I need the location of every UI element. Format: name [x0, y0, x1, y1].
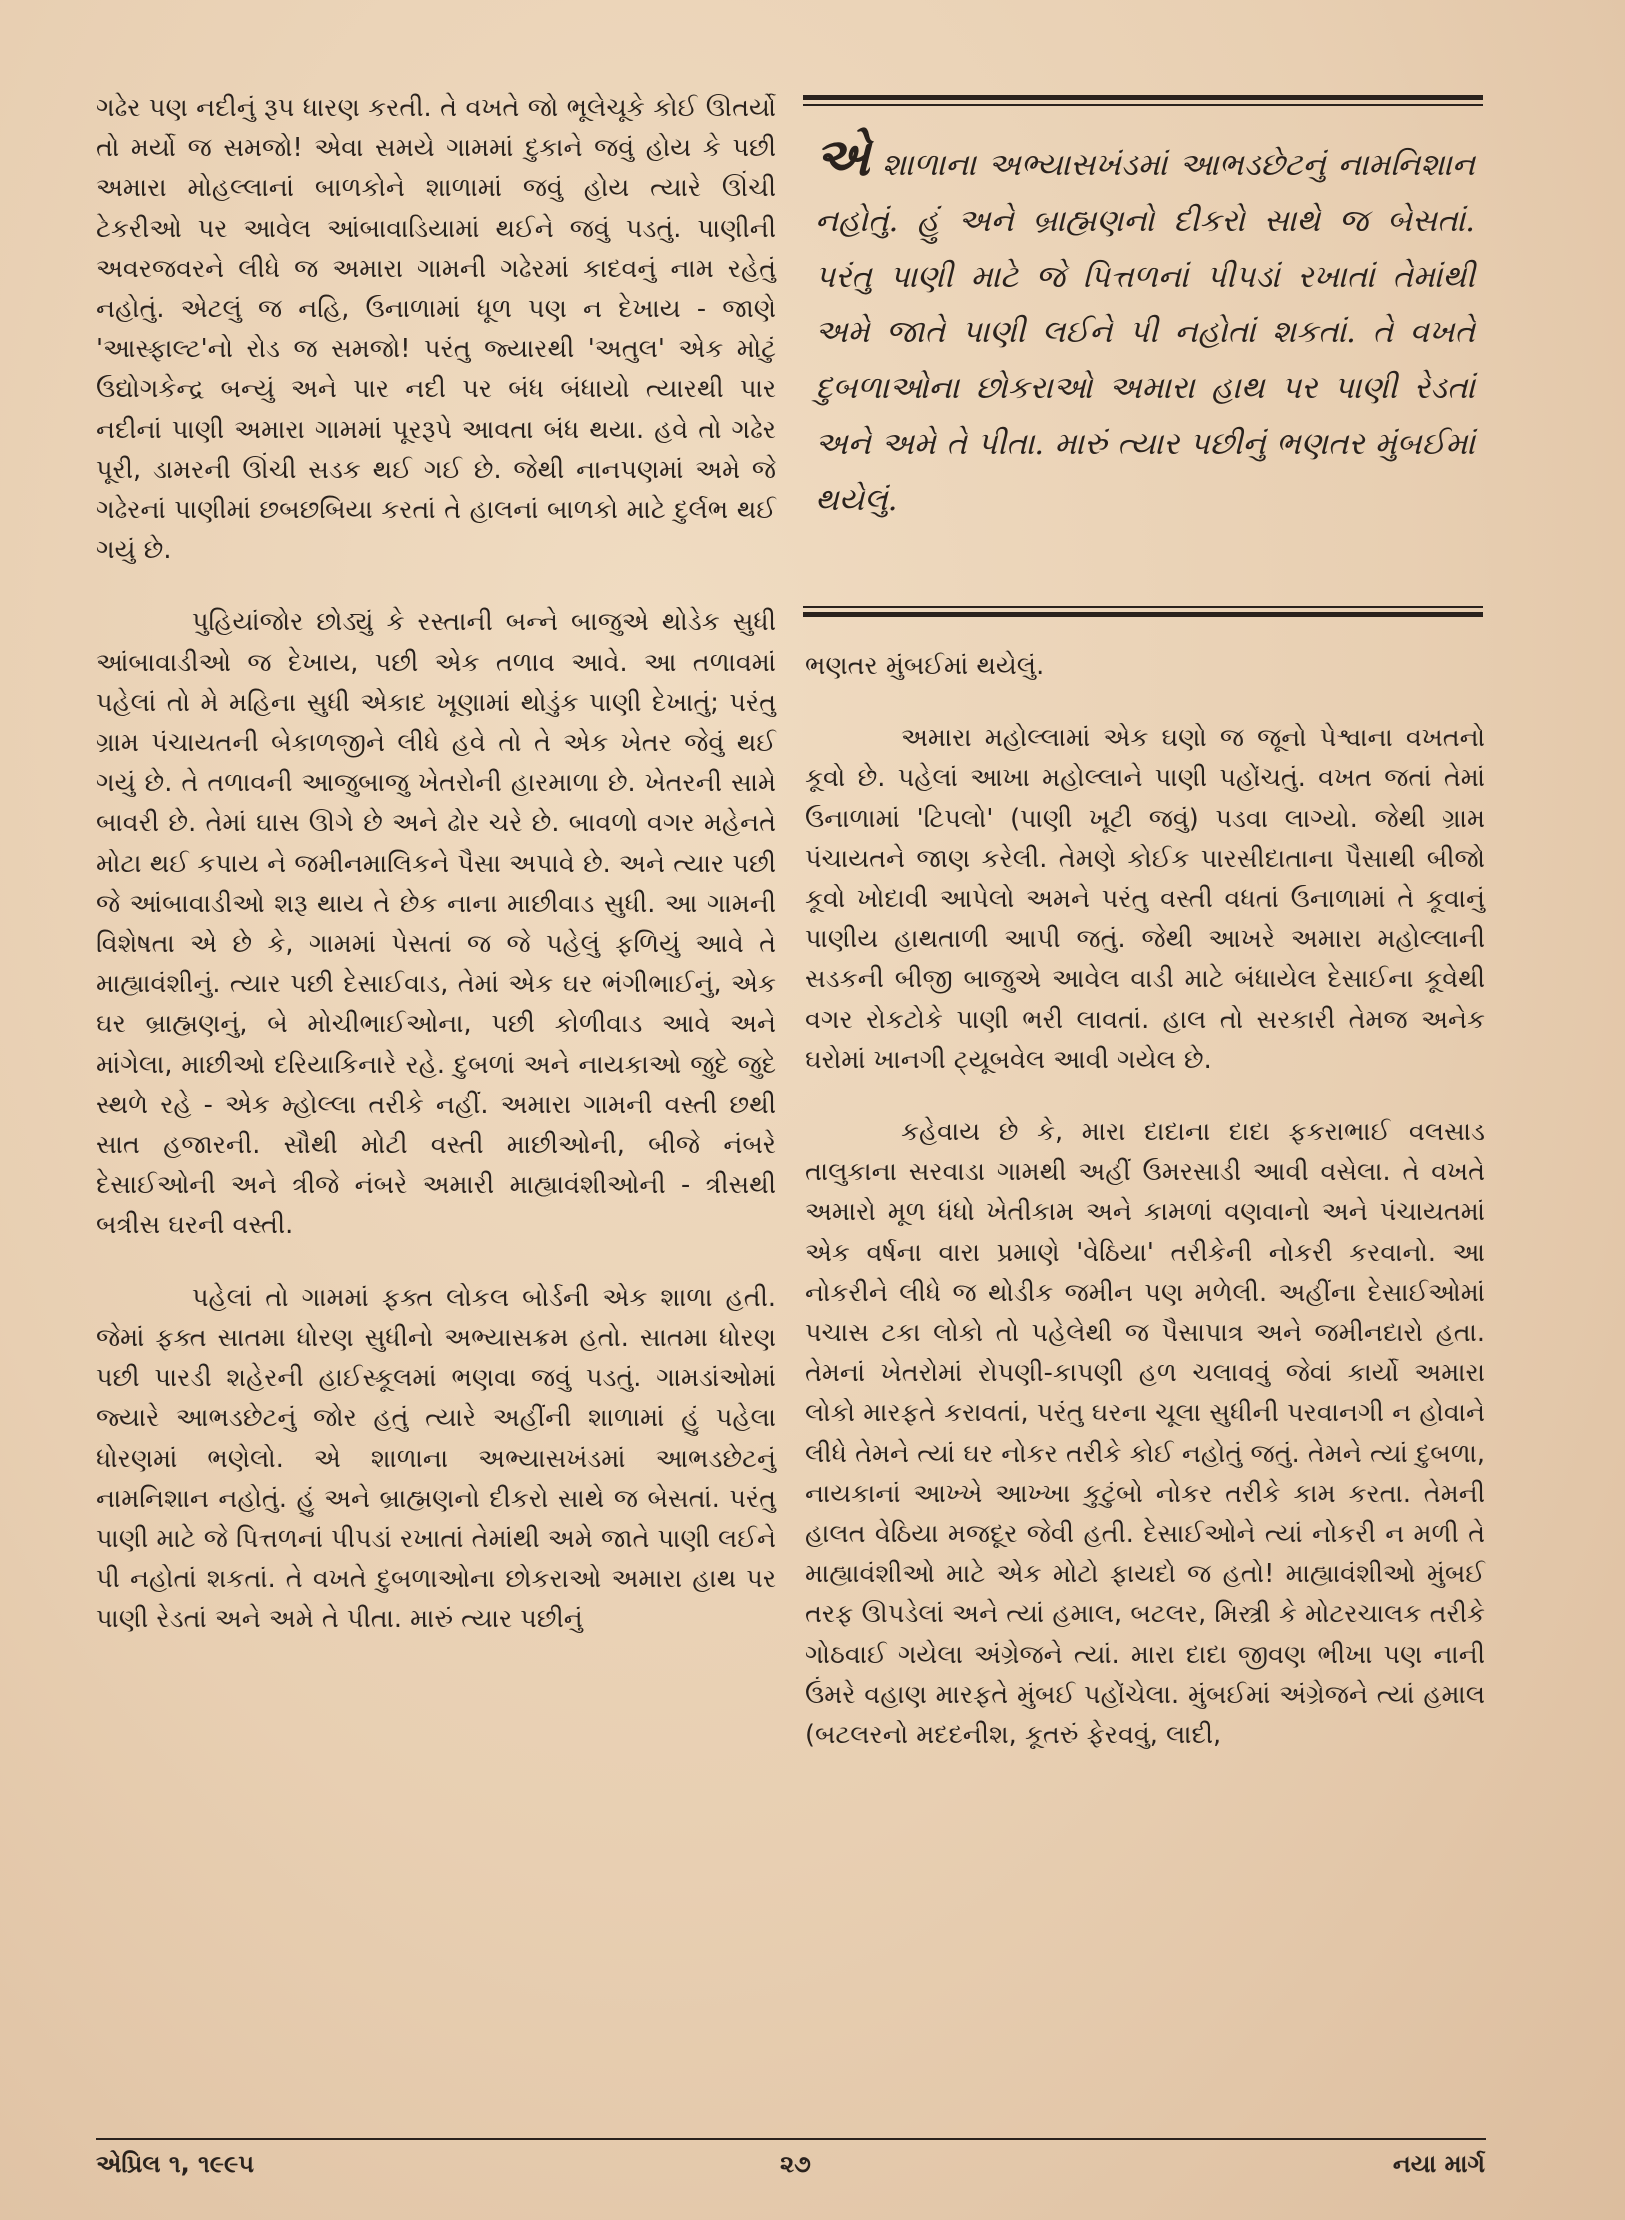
right-column: [805, 646, 1485, 1755]
paragraph: ગઢેર પણ નદીનું રૂપ ધારણ કરતી. તે વખતે જો ભૂલેચૂકે કોઈ ઊતર્યો તો મર્યો જ સમજો! એવા સમયે ગામમાં દુકાને જવું હોય કે પછી અમારા મોહલ્લાનાં બાળકોને શાળામાં જવું હોય ત્યારે ઊંચી ટેકરીઓ પર આવેલ આંબાવાડિયામાં થઈને જવું પડતું. પાણીની અવરજવરને લીધે જ અમારા ગામની ગઢેરમાં કાદવનું નામ રહેતું નહોતું. એટલું જ નહિ, ઉનાળામાં ધૂળ પણ ન દેખાય - જાણે 'આસ્ફાલ્ટ'નો રોડ જ સમજો! પરંતુ જ્યારથી 'અતુલ' એક મોટું ઉદ્યોગકેન્દ્ર બન્યું અને પાર નદી પર બંધ બંધાયો ત્યારથી પાર નદીનાં પાણી અમારા ગામમાં પૂરરૂપે આવતા બંધ થયા. હવે તો ગઢેર પૂરી, ડામરની ઊંચી સડક થઈ ગઈ છે. જેથી નાનપણમાં અમે જે ગઢેરનાં પાણીમાં છબછબિયા કરતાં તે હાલનાં બાળકો માટે દુર્લભ થઈ ગયું છે.: [96, 93, 776, 566]
pull-quote-top-rule-thin: [803, 104, 1483, 106]
pull-quote-bottom-rule: [803, 612, 1483, 617]
magazine-name: નયા માર્ગ: [1392, 2150, 1485, 2178]
paragraph: પુહિયાંજોર છોડ્યું કે રસ્તાની બન્ને બાજુએ થોડેક સુધી આંબાવાડીઓ જ દેખાય, પછી એક તળાવ આવે. આ તળાવમાં પહેલાં તો મે મહિના સુધી એકાદ ખૂણામાં થોડુંક પાણી દેખાતું; પરંતુ ગ્રામ પંચાયતની બેકાળજીને લીધે હવે તો તે એક ખેતર જેવું થઈ ગયું છે. તે તળાવની આજુબાજુ ખેતરોની હારમાળા છે. ખેતરની સામે બાવરી છે. તેમાં ઘાસ ઊગે છે અને ઢોર ચરે છે. બાવળો વગર મહેનતે મોટા થઈ કપાય ને જમીનમાલિકને પૈસા અપાવે છે. અને ત્યાર પછી જે આંબાવાડીઓ શરૂ થાય તે છેક નાના માછીવાડ સુધી. આ ગામની વિશેષતા એ છે કે, ગામમાં પેસતાં જ જે પહેલું ફળિયું આવે તે માહ્યાવંશીનું. ત્યાર પછી દેસાઈવાડ, તેમાં એક ઘર ભંગીભાઈનું, એક ઘર બ્રાહ્મણનું, બે મોચીભાઈઓના, પછી કોળીવાડ આવે અને માંગેલા, માછીઓ દરિયાકિનારે રહે. દુબળાં અને નાયકાઓ જુદે જુદે સ્થળે રહે - એક મ્હોલ્લા તરીકે નહીં. અમારા ગામની વસ્તી છથી સાત હજારની. સૌથી મોટી વસ્તી માછીઓની, બીજે નંબરે દેસાઈઓની અને ત્રીજે નંબરે અમારી માહ્યાવંશીઓની - ત્રીસથી બત્રીસ ઘરની વસ્તી.: [96, 607, 776, 1241]
paragraph: પહેલાં તો ગામમાં ફક્ત લોકલ બોર્ડની એક શાળા હતી. જેમાં ફક્ત સાતમા ધોરણ સુધીનો અભ્યાસક્રમ હતો. સાતમા ધોરણ પછી પારડી શહેરની હાઈસ્કૂલમાં ભણવા જવું પડતું. ગામડાંઓમાં જ્યારે આભડછેટનું જોર હતું ત્યારે અહીંની શાળામાં હું પહેલા ધોરણમાં ભણેલો. એ શાળાના અભ્યાસખંડમાં આભડછેટનું નામનિશાન નહોતું. હું અને બ્રાહ્મણનો દીકરો સાથે જ બેસતાં. પરંતુ પાણી માટે જે પિત્તળનાં પીપડાં રખાતાં તેમાંથી અમે જાતે પાણી લઈને પી નહોતાં શકતાં. તે વખતે દુબળાઓના છોકરાઓ અમારા હાથ પર પાણી રેડતાં અને અમે તે પીતા. મારું ત્યાર પછીનું: [96, 1282, 776, 1635]
pull-quote-text: શાળાના અભ્યાસખંડમાં આભડછેટનું નામનિશાન નહોતું. હું અને બ્રાહ્મણનો દીકરો સાથે જ બેસતાં. પરંતુ પાણી માટે જે પિત્તળનાં પીપડાં રખાતાં તેમાંથી અમે જાતે પાણી લઈને પી નહોતાં શકતાં. તે વખતે દુબળાઓના છોકરાઓ અમારા હાથ પર પાણી રેડતાં અને અમે તે પીતા. મારું ત્યાર પછીનું ભણતર મુંબઈમાં થયેલું.: [815, 147, 1475, 518]
page-number: ૨૭: [780, 2150, 811, 2178]
pull-quote-bottom-rule-thin: [803, 606, 1483, 608]
footer-rule: [96, 2138, 1486, 2140]
paragraph: ભણતર મુંબઈમાં થયેલું.: [805, 651, 1045, 681]
pull-quote: [815, 127, 1475, 529]
paragraph: કહેવાય છે કે, મારા દાદાના દાદા ફકરાભાઈ વલસાડ તાલુકાના સરવાડા ગામથી અહીં ઉમરસાડી આવી વસેલા. તે વખતે અમારો મૂળ ધંધો ખેતીકામ અને કામળાં વણવાનો અને પંચાયતમાં એક વર્ષના વારા પ્રમાણે 'વેઠિયા' તરીકેની નોકરી કરવાનો. આ નોકરીને લીધે જ થોડીક જમીન પણ મળેલી. અહીંના દેસાઈઓમાં પચાસ ટકા લોકો તો પહેલેથી જ પૈસાપાત્ર અને જમીનદારો હતા. તેમનાં ખેતરોમાં રોપણી-કાપણી હળ ચલાવવું જેવાં કાર્યો અમારા લોકો મારફતે કરાવતાં, પરંતુ ઘરના ચૂલા સુધીની પરવાનગી ન હોવાને લીધે તેમને ત્યાં ઘર નોકર તરીકે કોઈ નહોતું જતું. તેમને ત્યાં દુબળા, નાયકાનાં આખ્ખે આખ્ખા કુટુંબો નોકર તરીકે કામ કરતા. તેમની હાલત વેઠિયા મજદૂર જેવી હતી. દેસાઈઓને ત્યાં નોકરી ન મળી તે માહ્યાવંશીઓ માટે એક મોટો ફાયદો જ હતો! માહ્યાવંશીઓ મુંબઈ તરફ ઊપડેલાં અને ત્યાં હમાલ, બટલર, મિસ્ત્રી કે મોટરચાલક તરીકે ગોઠવાઈ ગયેલા અંગ્રેજને ત્યાં. મારા દાદા જીવણ ભીખા પણ નાની ઉંમરે વહાણ મારફતે મુંબઈ પહોંચેલા. મુંબઈમાં અંગ્રેજને ત્યાં હમાલ (બટલરનો મદદનીશ, કૂતરું ફેરવવું, લાદી,: [805, 1117, 1485, 1751]
paragraph: અમારા મહોલ્લામાં એક ઘણો જ જૂનો પેશ્વાના વખતનો કૂવો છે. પહેલાં આખા મહોલ્લાને પાણી પહોંચતું. વખત જતાં તેમાં ઉનાળામાં 'ટિપલો' (પાણી ખૂટી જવું) પડવા લાગ્યો. જેથી ગ્રામ પંચાયતને જાણ કરેલી. તેમણે કોઈક પારસીદાતાના પૈસાથી બીજો કૂવો ખોદાવી આપેલો અમને પરંતુ વસ્તી વધતાં ઉનાળામાં તે કૂવાનું પાણીય હાથતાળી આપી જતું. જેથી આખરે અમારા મહોલ્લાની સડકની બીજી બાજુએ આવેલ વાડી માટે બંધાયેલ દેસાઈના કૂવેથી વગર રોકટોકે પાણી ભરી લાવતાં. હાલ તો સરકારી તેમજ અનેક ઘરોમાં ખાનગી ટ્યૂબવેલ આવી ગયેલ છે.: [805, 723, 1485, 1075]
pull-quote-dropcap: એ: [815, 127, 870, 188]
footer-date: એપ્રિલ ૧, ૧૯૯૫: [96, 2150, 254, 2178]
pull-quote-top-rule: [803, 95, 1483, 100]
left-column: [96, 88, 776, 1640]
